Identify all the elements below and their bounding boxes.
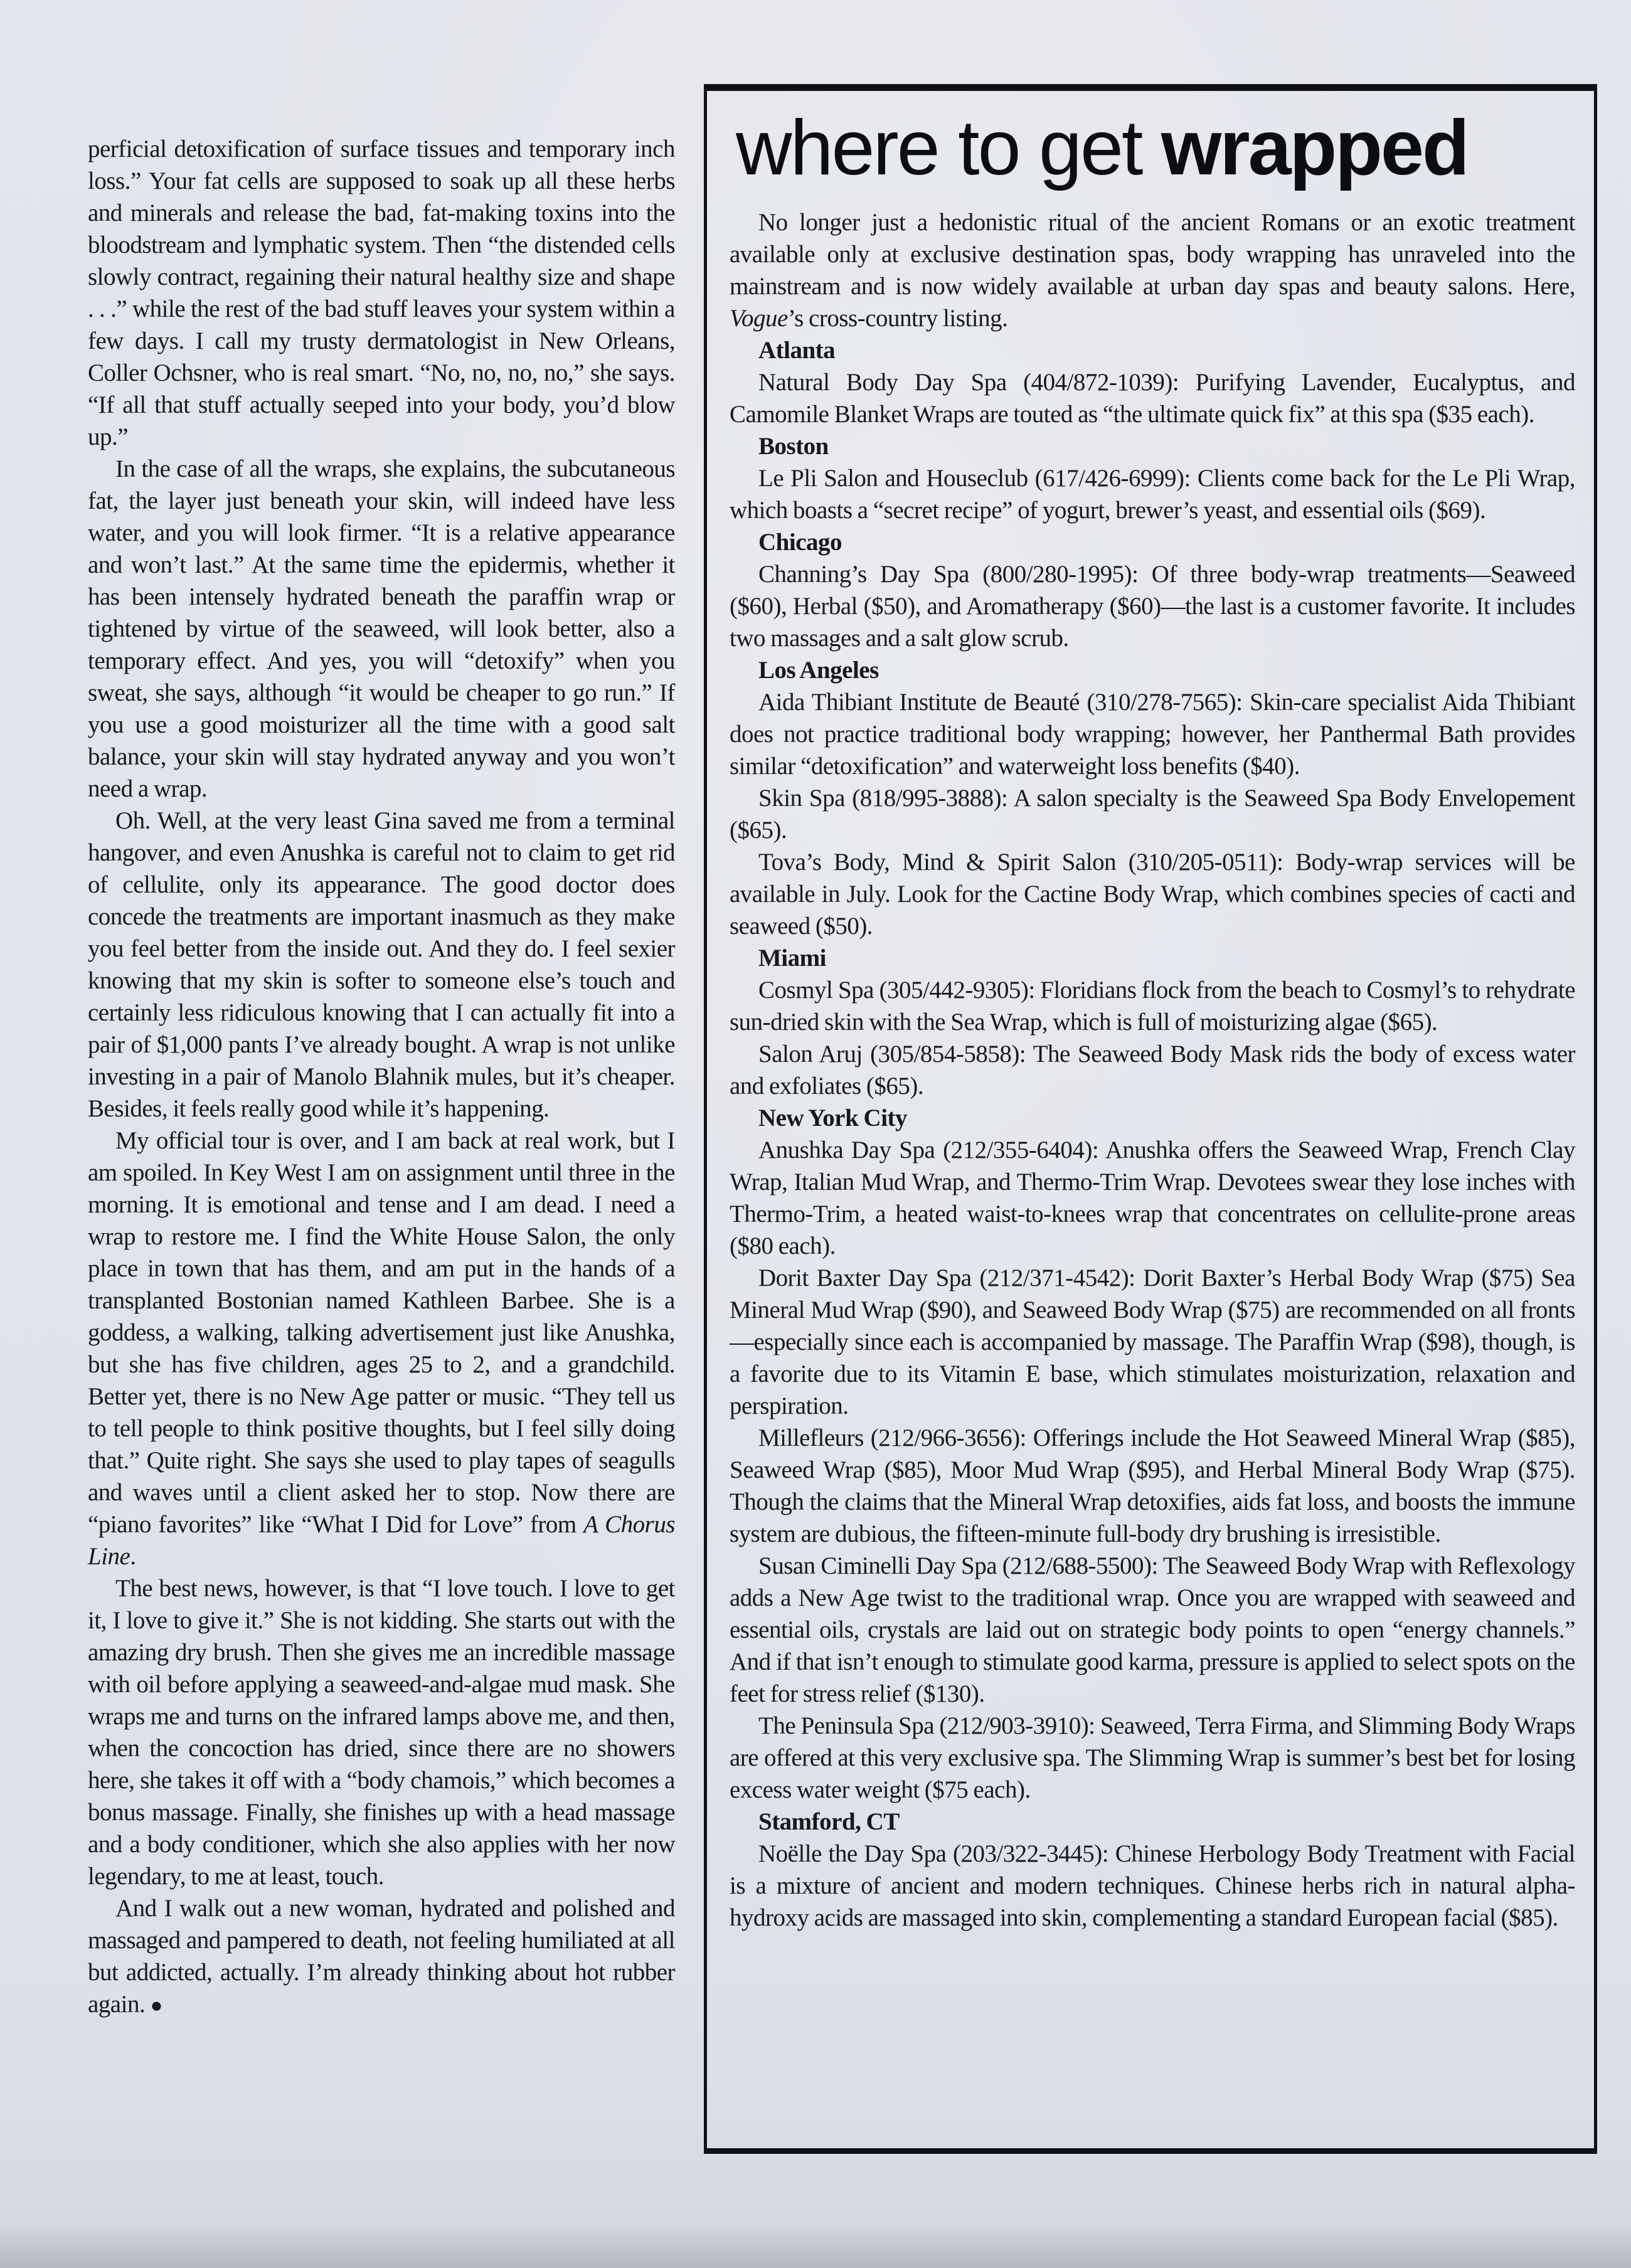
italic-magazine-name: Vogue — [730, 305, 788, 332]
article-paragraph: Oh. Well, at the very least Gina saved me from a terminal hangover, and even Anushka is careful not to claim to get rid of cellulite, only its appearance. The good doctor does concede the treatments are important inasmuch as they make you feel better from the inside out. And they do. I feel sexier knowing that my skin is softer to someone else’s touch and certainly less ridiculous knowing that I can actually fit into a pair of $1,000 pants I’ve already bought. A wrap is not unlike investing in a pair of Manolo Blahnik mules, but it’s cheaper. Besides, it feels really good while it’s happening. — [88, 807, 675, 1122]
sidebar-title — [736, 107, 1594, 189]
sidebar-entry: Dorit Baxter Day Spa (212/371-4542): Dorit Baxter’s Herbal Body Wrap ($75) Sea Mineral Mud Wrap ($90), and Seaweed Body Wrap ($75) are recommended on all fronts—especially since each is accompanied by massage. The Paraffin Wrap ($98), though, is a favorite due to its Vitamin E base, which stimulates moisturization, relaxation and perspiration. — [730, 1264, 1575, 1420]
sidebar-entry: Anushka Day Spa (212/355-6404): Anushka offers the Seaweed Wrap, French Clay Wrap, Italian Mud Wrap, and Thermo-Trim Wrap. Devotees swear they lose inches with Thermo-Trim, a heated waist-to-knees wrap that concentrates on cellulite-prone areas ($80 each). — [730, 1137, 1575, 1260]
sidebar-title-regular: where to get — [736, 105, 1161, 191]
paragraph-text: No longer just a hedonistic ritual of the ancient Romans or an exotic treatment available only at exclusive destination spas, body wrapping has unraveled into the mainstream and is now widely available at urban day spas and beauty salons. Here, — [730, 209, 1575, 300]
paragraph-text: My official tour is over, and I am back at real work, but I am spoiled. In Key West I am on assignment until three in the morning. It is emotional and tense and I am dead. I need a wrap to restore me. I find the White House Salon, the only place in town that has them, and am put in the hands of a transplanted Bostonian named Kathleen Barbee. She is a goddess, a walking, talking advertisement just like Anushka, but she has five children, ages 25 to 2, and a grandchild. Better yet, there is no New Age patter or music. “They tell us to tell people to think positive thoughts, but I feel silly doing that.” Quite right. She says she used to play tapes of seagulls and waves until a client asked her to stop. Now there are “piano favorites” like “What I Did for Love” from — [88, 1127, 675, 1538]
italic-title-text: A Chorus Line — [88, 1511, 675, 1570]
section-heading-chicago: Chicago — [758, 529, 842, 556]
article-column — [88, 133, 675, 2022]
section-heading-boston: Boston — [758, 433, 829, 460]
article-end-mark-icon: ● — [150, 1995, 162, 2017]
sidebar-entry: Aida Thibiant Institute de Beauté (310/278-7565): Skin-care specialist Aida Thibiant does not practice traditional body wrapping; however, her Panthermal Bath provides similar “detoxification” and waterweight loss benefits ($40). — [730, 689, 1575, 780]
sidebar-entry: Channing’s Day Spa (800/280-1995): Of three body-wrap treatments—Seaweed ($60), Herbal ($50), and Aromatherapy ($60)—the last is a customer favorite. It includes two massages and a salt glow scrub. — [730, 561, 1575, 652]
sidebar-entry: Millefleurs (212/966-3656): Offerings include the Hot Seaweed Mineral Wrap ($85), Seaweed Wrap ($85), Moor Mud Wrap ($95), and Herbal Mineral Body Wrap ($75). Though the claims that the Mineral Wrap detoxifies, aids fat loss, and boosts the immune system are dubious, the fifteen-minute full-body dry brushing is irresistible. — [730, 1424, 1575, 1548]
sidebar-intro — [730, 206, 1575, 334]
article-paragraph — [88, 1125, 675, 1572]
article-paragraph: The best news, however, is that “I love touch. I love to get it, I love to give it.” She is not kidding. She starts out with the amazing dry brush. Then she gives me an incredible massage with oil before applying a seaweed-and-algae mud mask. She wraps me and turns on the infrared lamps above me, and then, when the concoction has dried, since there are no showers here, she takes it off with a “body chamois,” which becomes a bonus massage. Finally, she finishes up with a head massage and a body conditioner, which she also applies with her now legendary, to me at least, touch. — [88, 1575, 675, 1890]
article-paragraph — [88, 1892, 675, 2022]
sidebar-box — [704, 84, 1597, 2154]
section-heading-stamford-ct: Stamford, CT — [758, 1808, 900, 1836]
sidebar-entry: Le Pli Salon and Houseclub (617/426-6999): Clients come back for the Le Pli Wrap, which boasts a “secret recipe” of yogurt, brewer’s yeast, and essential oils ($69). — [730, 465, 1575, 524]
sidebar-entry: Skin Spa (818/995-3888): A salon specialty is the Seaweed Spa Body Envelopement ($65). — [730, 785, 1575, 844]
section-heading-miami: Miami — [758, 945, 826, 972]
sidebar-entry: The Peninsula Spa (212/903-3910): Seaweed, Terra Firma, and Slimming Body Wraps are offered at this very exclusive spa. The Slimming Wrap is summer’s best bet for losing excess water weight ($75 each). — [730, 1712, 1575, 1804]
section-heading-atlanta: Atlanta — [758, 337, 836, 364]
sidebar-entry: Susan Ciminelli Day Spa (212/688-5500): The Seaweed Body Wrap with Reflexology adds a New Age twist to the traditional wrap. Once you are wrapped with seaweed and essential oils, crystals are laid out on strategic body points to open “energy channels.” And if that isn’t enough to stimulate good karma, pressure is applied to select spots on the feet for stress relief ($130). — [730, 1552, 1575, 1708]
article-paragraph: perficial detoxification of surface tissues and temporary inch loss.” Your fat cells are supposed to soak up all these herbs and minerals and release the bad, fat-making toxins into the bloodstream and lymphatic system. Then “the distended cells slowly contract, regaining their natural healthy size and shape . . .” while the rest of the bad stuff leaves your system within a few days. I call my trusty dermatologist in New Orleans, Coller Ochsner, who is real smart. “No, no, no, no,” she says. “If all that stuff actually seeped into your body, you’d blow up.” — [88, 135, 675, 450]
section-heading-new-york-city: New York City — [758, 1105, 908, 1132]
article-paragraph: In the case of all the wraps, she explains, the subcutaneous fat, the layer just beneath your skin, will indeed have less water, and you will look firmer. “It is a relative appearance and won’t last.” At the same time the epidermis, whether it has been intensely hydrated beneath the paraffin wrap or tightened by virtue of the seaweed, will look better, also a temporary effect. And yes, you will “detoxify” when you sweat, she says, although “it would be cheaper to go run.” If you use a good moisturizer all the time with a good salt balance, your skin will stay hydrated anyway and you won’t need a wrap. — [88, 455, 675, 802]
sidebar-title-bold: wrapped — [1161, 105, 1468, 191]
sidebar-entry: Salon Aruj (305/854-5858): The Seaweed Body Mask rids the body of excess water and exfoliates ($65). — [730, 1041, 1575, 1100]
paragraph-text: And I walk out a new woman, hydrated and polished and massaged and pampered to death, not feeling humiliated at all but addicted, actually. I’m already thinking about hot rubber again. — [88, 1895, 675, 2018]
paragraph-text: ’s cross-country listing. — [787, 305, 1008, 332]
sidebar-entry: Noëlle the Day Spa (203/322-3445): Chinese Herbology Body Treatment with Facial is a mixture of ancient and modern techniques. Chinese herbs rich in natural alpha-hydroxy acids are massaged into skin, complementing a standard European facial ($85). — [730, 1840, 1575, 1932]
sidebar-entry: Cosmyl Spa (305/442-9305): Floridians flock from the beach to Cosmyl’s to rehydrate sun-dried skin with the Sea Wrap, which is full of moisturizing algae ($65). — [730, 977, 1575, 1036]
sidebar-entry: Tova’s Body, Mind & Spirit Salon (310/205-0511): Body-wrap services will be available in July. Look for the Cactine Body Wrap, which combines species of cacti and seaweed ($50). — [730, 849, 1575, 940]
sidebar-body — [730, 206, 1575, 1934]
sidebar-entry: Natural Body Day Spa (404/872-1039): Purifying Lavender, Eucalyptus, and Camomile Blanket Wraps are touted as “the ultimate quick fix” at this spa ($35 each). — [730, 369, 1575, 428]
section-heading-los-angeles: Los Angeles — [758, 657, 879, 684]
paragraph-text: . — [130, 1543, 136, 1570]
